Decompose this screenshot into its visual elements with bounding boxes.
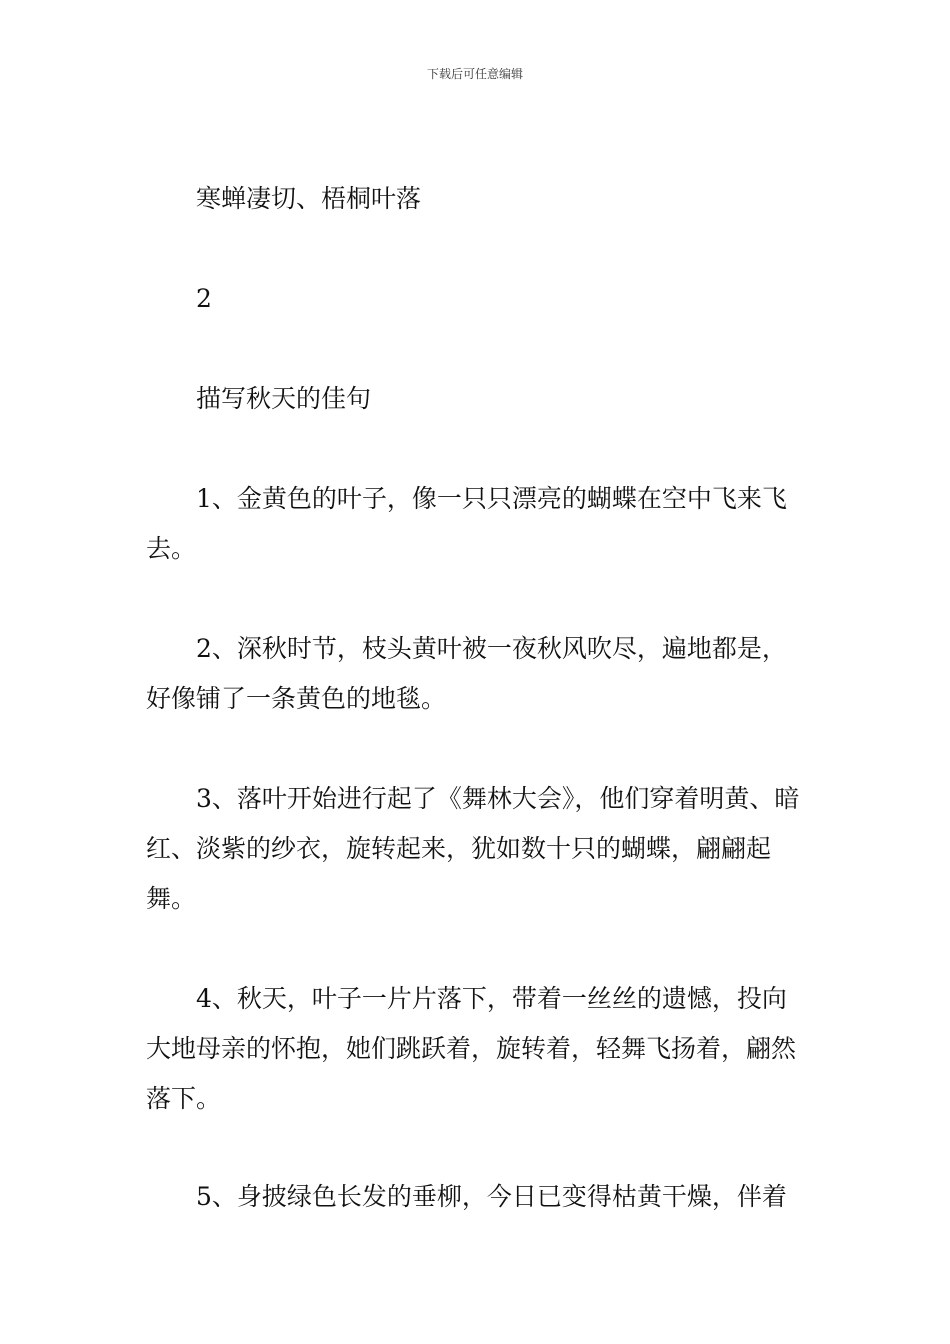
paragraph-item-5: 5、身披绿色长发的垂柳，今日已变得枯黄干燥，伴着 bbox=[196, 1182, 787, 1211]
paragraph-item-4: 4、秋天，叶子一片片落下，带着一丝丝的遗憾，投向大地母亲的怀抱，她们跳跃着，旋转着，轻舞飞扬着，翩然落下。 bbox=[146, 984, 797, 1113]
paragraph-item-3: 3、落叶开始进行起了《舞林大会》，他们穿着明黄、暗红、淡紫的纱衣，旋转起来，犹如数十只的蝴蝶，翩翩起舞。 bbox=[146, 784, 800, 913]
paragraph-item-2: 2、深秋时节，枝头黄叶被一夜秋风吹尽，遍地都是，好像铺了一条黄色的地毯。 bbox=[146, 634, 787, 713]
paragraph-item-1: 1、金黄色的叶子，像一只只漂亮的蝴蝶在空中飞来飞去。 bbox=[146, 484, 787, 563]
page-number-text: 2 bbox=[196, 284, 212, 313]
section-heading: 描写秋天的佳句 bbox=[196, 384, 372, 413]
header-note: 下载后可任意编辑 bbox=[426, 67, 523, 81]
text-line: 寒蝉凄切、梧桐叶落 bbox=[196, 184, 422, 213]
